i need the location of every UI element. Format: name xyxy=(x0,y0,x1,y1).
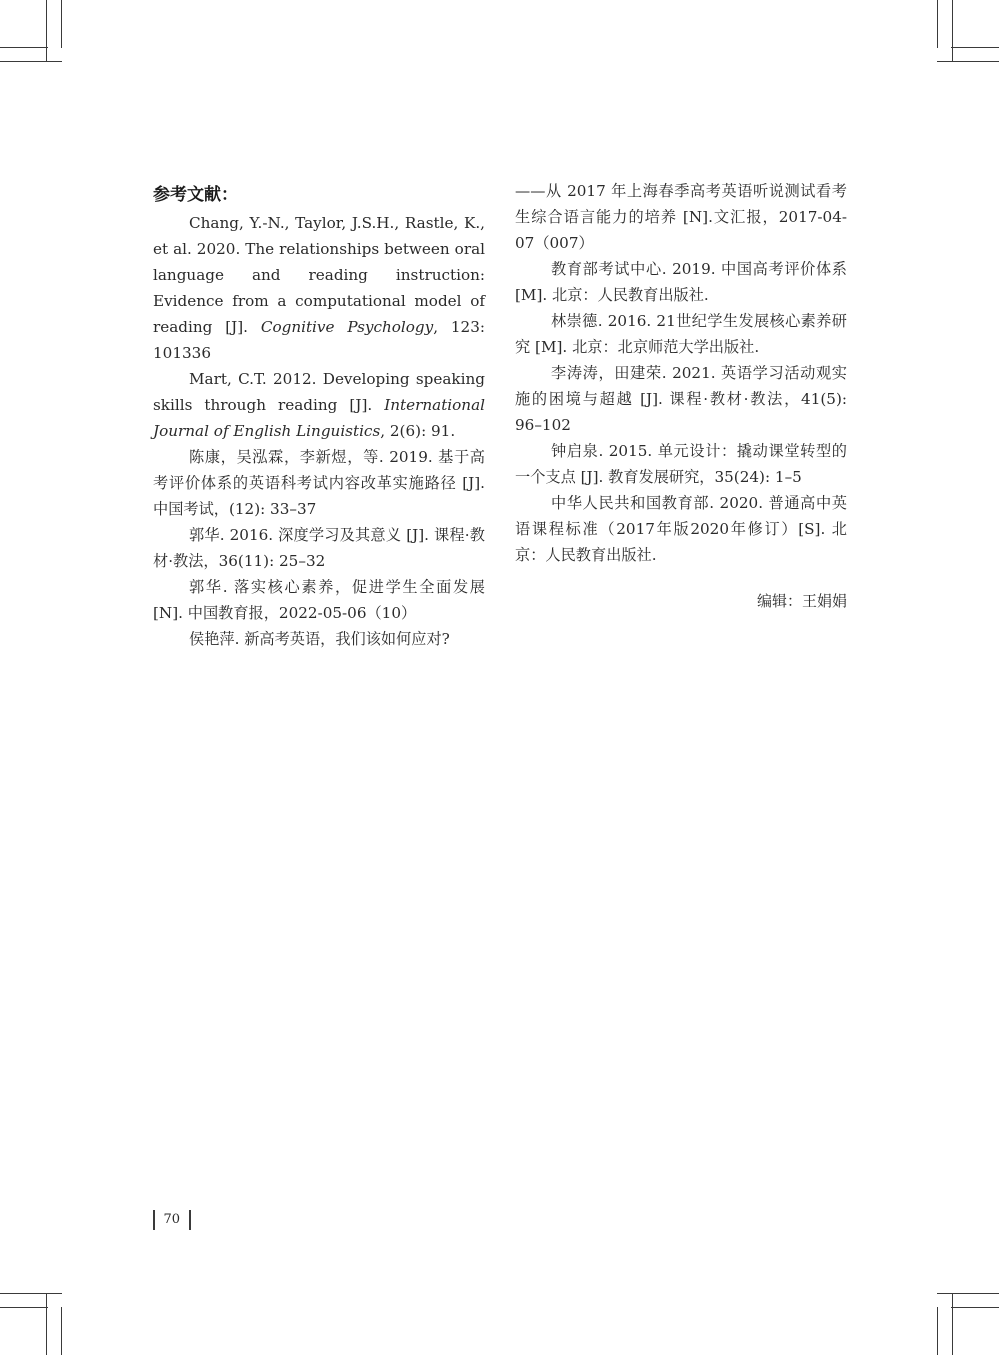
reference-item xyxy=(153,366,485,444)
reference-text: 侯艳萍. 新高考英语，我们该如何应对? xyxy=(189,630,450,648)
right-reference-list xyxy=(515,256,847,568)
reference-item xyxy=(153,444,485,522)
references-left-column xyxy=(153,178,485,652)
reference-item xyxy=(153,210,485,366)
reference-volume: , 123: 101336 xyxy=(153,318,485,362)
crop-mark-top-left-v2 xyxy=(46,0,47,62)
reference-continuation: ——从 2017 年上海春季高考英语听说测试看考生综合语言能力的培养 [N].文汇报，2017-04-07（007） xyxy=(515,182,847,252)
crop-mark-bottom-right-v xyxy=(937,1307,938,1355)
crop-mark-bottom-left-h xyxy=(0,1307,48,1308)
reference-item xyxy=(153,522,485,574)
reference-volume: , 2(6): 91. xyxy=(380,422,456,440)
crop-mark-top-right-h2 xyxy=(937,61,999,62)
crop-mark-top-left-v xyxy=(61,0,62,48)
editor-credit: 编辑：王娟娟 xyxy=(756,592,847,610)
reference-item xyxy=(153,574,485,626)
reference-item: 教育部考试中心. 2019. 中国高考评价体系 [M]. 北京：人民教育出版社. xyxy=(515,260,847,304)
reference-source-italic: International Journal of English Linguistics xyxy=(153,396,485,440)
reference-item: 钟启泉. 2015. 单元设计：撬动课堂转型的一个支点 [J]. 教育发展研究，35(24): 1–5 xyxy=(515,442,847,486)
page-number-right-bar xyxy=(189,1210,191,1230)
crop-mark-bottom-left-v xyxy=(61,1307,62,1355)
reference-text: 郭华. 2016. 深度学习及其意义 [J]. 课程·教材·教法，36(11): 25–32 xyxy=(153,526,485,570)
crop-mark-top-left-h xyxy=(0,47,48,48)
crop-mark-bottom-right-h xyxy=(951,1307,999,1308)
page-number xyxy=(153,1210,191,1230)
reference-item: 林崇德. 2016. 21世纪学生发展核心素养研究 [M]. 北京：北京师范大学出版社. xyxy=(515,312,847,356)
crop-mark-bottom-left-h2 xyxy=(0,1293,62,1294)
page-number-text: 70 xyxy=(163,1212,181,1227)
left-reference-list xyxy=(153,210,485,652)
crop-mark-top-right-h xyxy=(951,47,999,48)
crop-mark-bottom-right-h2 xyxy=(937,1293,999,1294)
crop-mark-top-left-h2 xyxy=(0,61,62,62)
references-right-column xyxy=(515,178,847,614)
crop-mark-top-right-v xyxy=(937,0,938,48)
reference-item: 李涛涛，田建荣. 2021. 英语学习活动观实施的困境与超越 [J]. 课程·教材·教法，41(5): 96–102 xyxy=(515,364,847,434)
reference-text: Chang, Y.-N., Taylor, J.S.H., Rastle, K., et al. 2020. The relationships between oral language and reading instruction: Evidence from a computational model of reading [J]. xyxy=(153,214,485,336)
references-heading: 参考文献： xyxy=(153,185,238,205)
reference-text: 郭华. 落实核心素养，促进学生全面发展 [N]. 中国教育报，2022-05-06（10） xyxy=(153,578,485,622)
reference-text: Mart, C.T. 2012. Developing speaking skills through reading [J]. xyxy=(153,370,485,414)
crop-mark-bottom-left-v2 xyxy=(46,1293,47,1355)
crop-mark-top-right-v2 xyxy=(952,0,953,62)
reference-source-italic: Cognitive Psychology xyxy=(260,318,434,336)
reference-item: 中华人民共和国教育部. 2020. 普通高中英语课程标准（2017年版2020年修订）[S]. 北京：人民教育出版社. xyxy=(515,494,847,564)
reference-item xyxy=(153,626,485,652)
crop-mark-bottom-right-v2 xyxy=(952,1293,953,1355)
reference-text: 陈康，吴泓霖，李新煜，等. 2019. 基于高考评价体系的英语科考试内容改革实施路径 [J]. 中国考试，(12): 33–37 xyxy=(153,448,485,518)
